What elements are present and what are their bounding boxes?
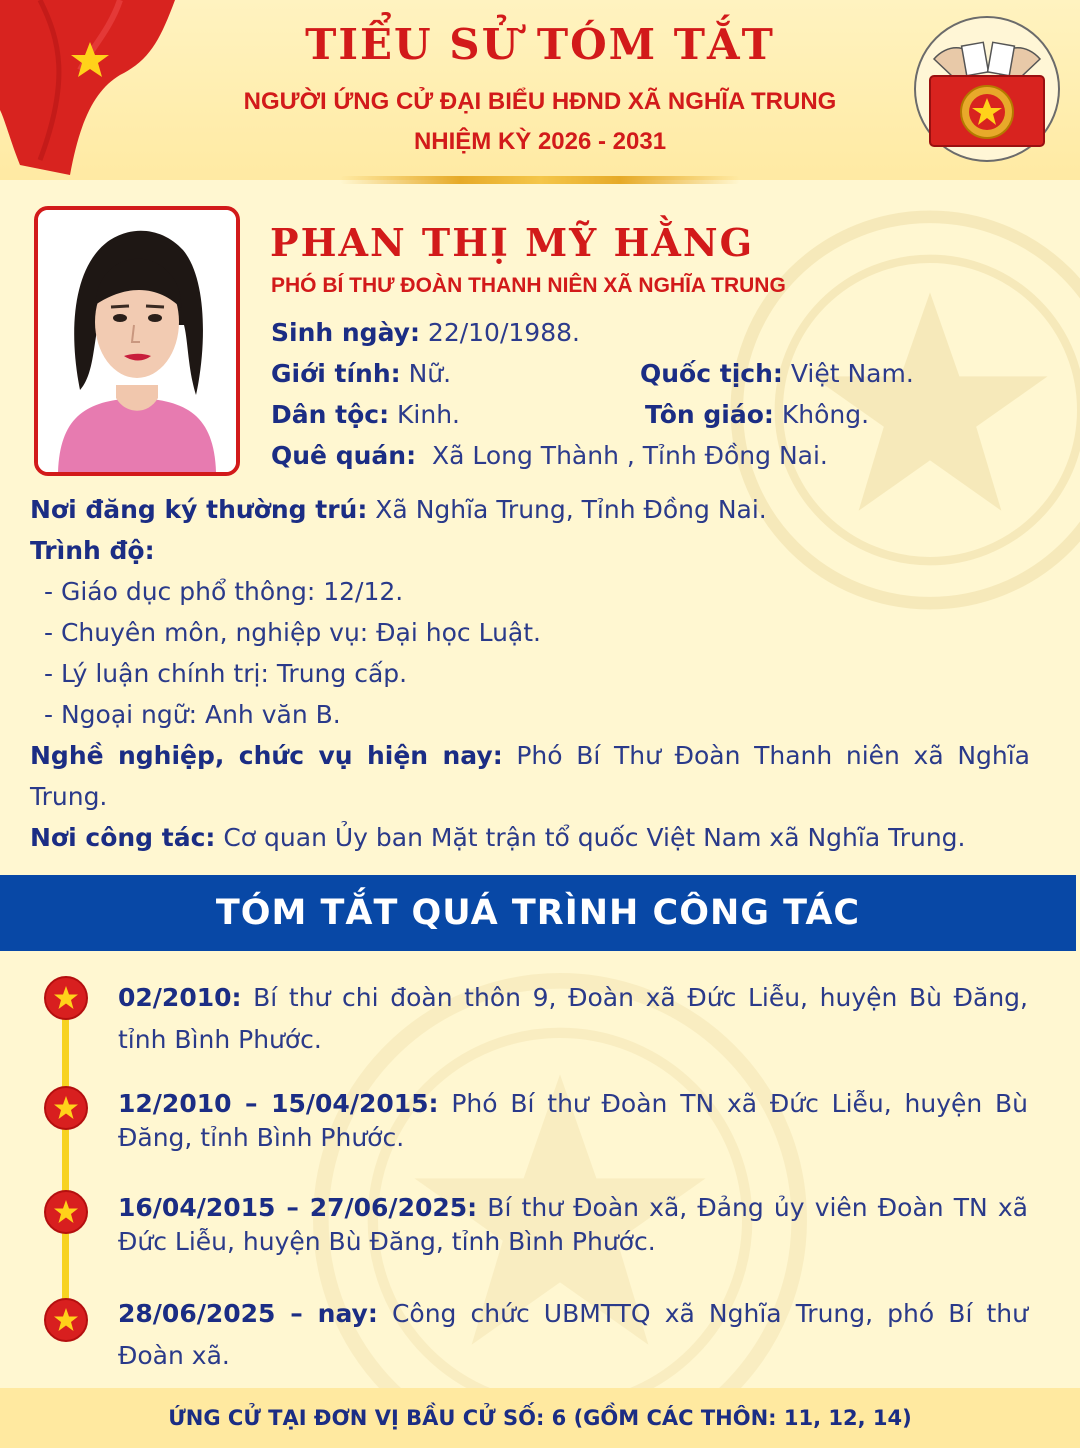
star-icon [44,1086,88,1130]
education-label: Trình độ: [30,536,155,565]
dob-value: 22/10/1988. [419,318,580,347]
timeline-item [118,1191,1028,1259]
portrait-icon [38,210,236,472]
star-icon [44,1190,88,1234]
education-item: - Lý luận chính trị: Trung cấp. [44,659,408,688]
ethnicity-row [271,400,460,429]
residence-row [30,489,1030,530]
star-icon [44,1298,88,1342]
education-item: - Chuyên môn, nghiệp vụ: Đại học Luật. [44,618,541,647]
star-icon [44,976,88,1020]
nationality-label: Quốc tịch: [640,359,783,388]
timeline-item [118,1293,1028,1377]
nationality-value: Việt Nam. [782,359,914,388]
workplace-row [30,817,1030,858]
religion-label: Tôn giáo: [645,400,774,429]
residence-label: Nơi đăng ký thường trú: [30,495,368,524]
section-title: TÓM TẮT QUÁ TRÌNH CÔNG TÁC [215,893,861,933]
gender-row [271,359,451,388]
timeline-text: Công chức UBMTTQ xã Nghĩa Trung, phó Bí thư Đoàn xã. [118,1299,1028,1370]
religion-row [645,400,869,429]
candidate-photo [34,206,240,476]
timeline-text: Bí thư Đoàn xã, Đảng ủy viên Đoàn TN xã Đức Liễu, huyện Bù Đăng, tỉnh Bình Phước. [118,1193,1029,1256]
gender-value: Nữ. [400,359,452,388]
page-subtitle-line1: NGƯỜI ỨNG CỬ ĐẠI BIỂU HĐND XÃ NGHĨA TRUNG [243,88,837,115]
dob-label: Sinh ngày: [271,318,420,347]
timeline-text: Phó Bí thư Đoàn TN xã Đức Liễu, huyện Bù Đăng, tỉnh Bình Phước. [118,1089,1029,1152]
workplace-value: Cơ quan Ủy ban Mặt trận tổ quốc Việt Nam xã Nghĩa Trung. [215,823,966,852]
education-item: - Giáo dục phổ thông: 12/12. [44,577,404,606]
nationality-row [640,359,914,388]
occupation-row [30,735,1030,817]
header [0,0,1080,180]
religion-value: Không. [773,400,870,429]
timeline-period: 16/04/2015 – 27/06/2025: [118,1193,478,1222]
hometown-value: Xã Long Thành , Tỉnh Đồng Nai. [416,441,828,470]
timeline-text: Bí thư chi đoàn thôn 9, Đoàn xã Đức Liễu, huyện Bù Đăng, tỉnh Bình Phước. [118,983,1028,1054]
section-header [0,875,1076,951]
hometown-label: Quê quán: [271,441,417,470]
ethnicity-value: Kinh. [389,400,461,429]
gender-label: Giới tính: [271,359,401,388]
residence-value: Xã Nghĩa Trung, Tỉnh Đồng Nai. [367,495,767,524]
timeline-item [118,1087,1028,1155]
ethnicity-label: Dân tộc: [271,400,390,429]
workplace-label: Nơi công tác: [30,823,216,852]
dob-row [271,318,580,347]
timeline-period: 02/2010: [118,983,242,1012]
page-subtitle-line2: NHIỆM KỲ 2026 - 2031 [413,128,667,155]
candidate-position: PHÓ BÍ THƯ ĐOÀN THANH NIÊN XÃ NGHĨA TRUNG [271,274,786,297]
education-item: - Ngoại ngữ: Anh văn B. [44,700,341,729]
ballot-box-icon [912,14,1062,164]
timeline-line [62,995,69,1320]
occupation-value: Phó Bí Thư Đoàn Thanh niên xã Nghĩa Trung. [30,741,1031,811]
page-title: TIỂU SỬ TÓM TẮT [305,20,775,69]
timeline-period: 28/06/2025 – nay: [118,1299,378,1328]
hometown-row [271,441,828,470]
occupation-label: Nghề nghiệp, chức vụ hiện nay: [30,741,503,770]
header-divider [340,176,740,184]
footer [0,1388,1080,1448]
details-block [30,489,1030,858]
candidate-name: PHAN THỊ MỸ HẰNG [270,220,755,265]
timeline-period: 12/2010 – 15/04/2015: [118,1089,439,1118]
timeline-item [118,977,1028,1061]
education-row [30,530,1030,571]
electoral-unit-text: ỨNG CỬ TẠI ĐƠN VỊ BẦU CỬ SỐ: 6 (GỒM CÁC THÔN: 11, 12, 14) [168,1406,912,1430]
